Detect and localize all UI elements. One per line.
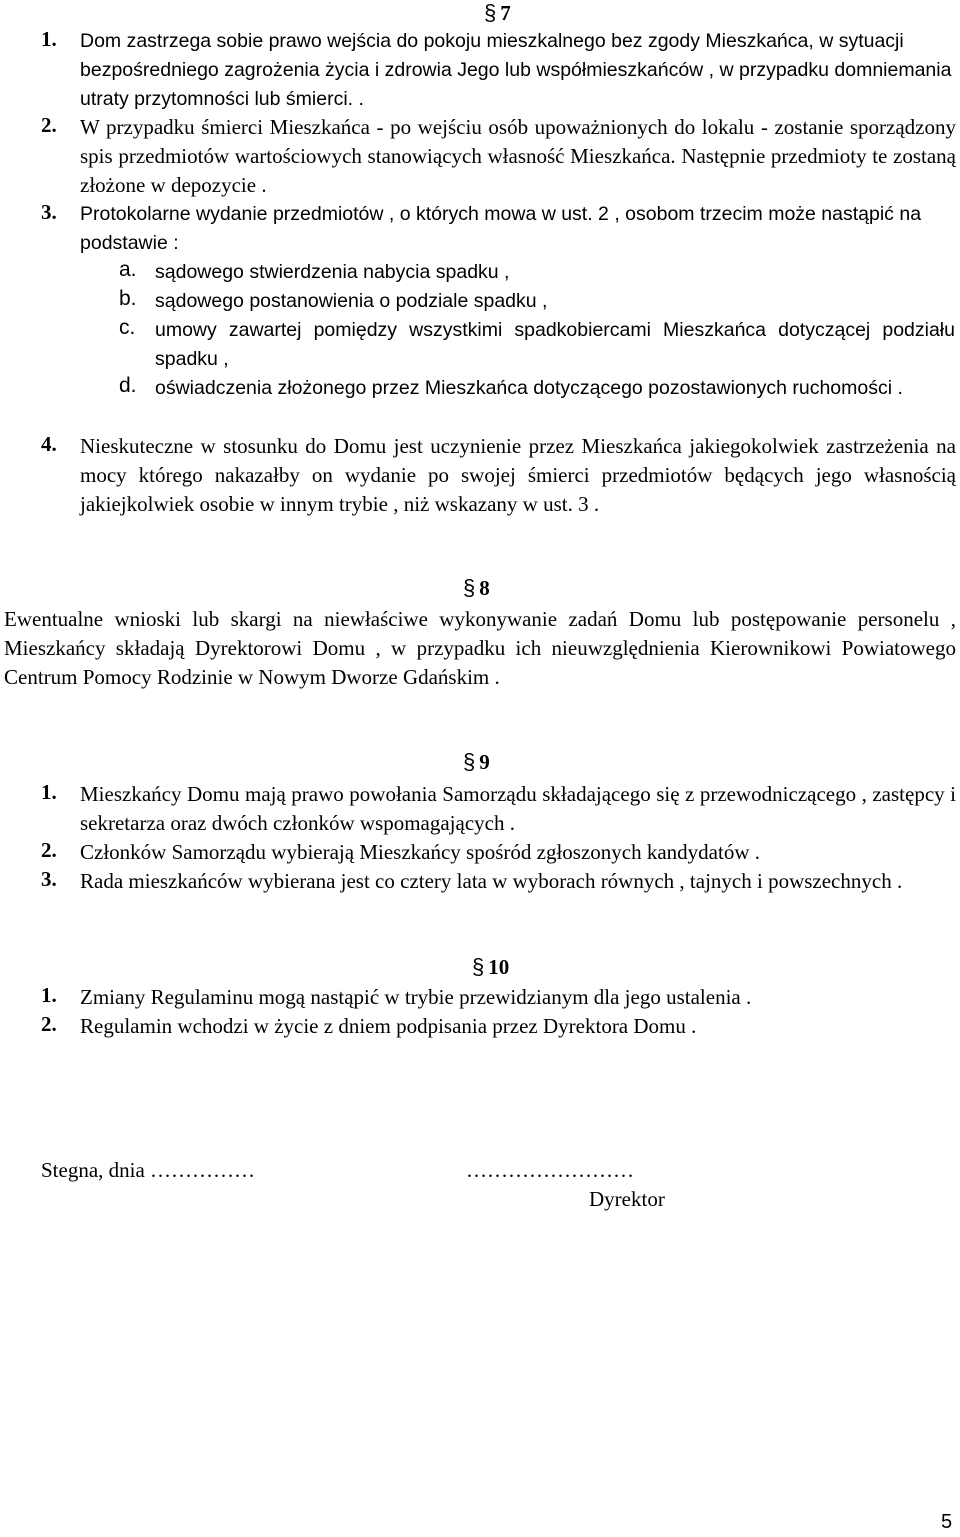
s7-sub-a-letter: a.: [119, 258, 137, 281]
s7-sub-a-text: sądowego stwierdzenia nabycia spadku ,: [155, 261, 510, 283]
s8-text: Ewentualne wnioski lub skargi na niewłaściwe wykonywanie zadań Domu lub postępowanie personelu , Mieszkańcy składają Dyrektorowi Domu , w przypadku ich nieuwzględnienia Kierownikowi Powiatowego Centrum Pomocy Rodzinie w Nowym Dworze Gdańskim .: [4, 607, 956, 689]
s10-item-2-text: Regulamin wchodzi w życie z dniem podpisania przez Dyrektora Domu .: [80, 1014, 697, 1038]
s7-item-4-number: 4.: [41, 432, 57, 456]
section-8-heading: [463, 575, 490, 601]
s9-item-2-number: 2.: [41, 838, 57, 862]
s7-item-2-text: W przypadku śmierci Mieszkańca - po wejściu osób upoważnionych do lokalu - zostanie sporządzony spis przedmiotów wartościowych stanowiących własność Mieszkańca. Następnie przedmioty te zostaną złożone w depozycie .: [80, 115, 956, 197]
s7-sub-c-text: umowy zawartej pomiędzy wszystkimi spadkobiercami Mieszkańca dotyczącej podziału spadku ,: [155, 319, 955, 370]
s9-item-1-number: 1.: [41, 780, 57, 804]
signature-title: Dyrektor: [589, 1187, 665, 1211]
signature-place-date: Stegna, dnia ……………: [41, 1158, 256, 1182]
s7-sub-b-letter: b.: [119, 287, 137, 310]
section-symbol: §: [463, 749, 476, 774]
s7-sub-d-text: oświadczenia złożonego przez Mieszkańca dotyczącego pozostawionych ruchomości .: [155, 377, 903, 399]
s10-item-1-text: Zmiany Regulaminu mogą nastąpić w trybie przewidzianym dla jego ustalenia .: [80, 985, 752, 1009]
s7-sub-c-letter: c.: [119, 316, 136, 339]
section-number: 8: [479, 576, 490, 600]
section-7-heading: [484, 0, 511, 26]
section-number: 10: [488, 955, 510, 979]
section-9-heading: [463, 749, 490, 775]
section-number: 9: [479, 750, 490, 774]
signature-dots: ……………………: [466, 1158, 634, 1182]
s7-sub-d-letter: d.: [119, 374, 137, 397]
s9-item-3-number: 3.: [41, 867, 57, 891]
section-number: 7: [500, 1, 511, 25]
section-10-heading: [472, 954, 509, 980]
s10-item-1-number: 1.: [41, 983, 57, 1007]
s10-item-2-number: 2.: [41, 1012, 57, 1036]
s7-item-4-text: Nieskuteczne w stosunku do Domu jest uczynienie przez Mieszkańca jakiegokolwiek zastrzeżenia na mocy którego nakazałby on wydanie po swojej śmierci przedmiotów będących jego własnością jakiejkolwiek osobie w innym trybie , niż wskazany w ust. 3 .: [80, 434, 956, 516]
s7-sub-b-text: sądowego postanowienia o podziale spadku ,: [155, 290, 548, 312]
s7-item-2-number: 2.: [41, 113, 57, 137]
s9-item-3-text: Rada mieszkańców wybierana jest co cztery lata w wyborach równych , tajnych i powszechnych .: [80, 869, 903, 893]
page-number: 5: [941, 1511, 953, 1533]
s9-item-2-text: Członków Samorządu wybierają Mieszkańcy spośród zgłoszonych kandydatów .: [80, 840, 760, 864]
s7-item-3-text: Protokolarne wydanie przedmiotów , o których mowa w ust. 2 , osobom trzecim może nastąpić na podstawie :: [80, 203, 922, 254]
s9-item-1-text: Mieszkańcy Domu mają prawo powołania Samorządu składającego się z przewodniczącego , zastępcy i sekretarza oraz dwóch członków wspomagających .: [80, 782, 956, 835]
s7-item-3-number: 3.: [41, 200, 57, 224]
section-symbol: §: [463, 575, 476, 600]
s7-item-1-text: Dom zastrzega sobie prawo wejścia do pokoju mieszkalnego bez zgody Mieszkańca, w sytuacji bezpośredniego zagrożenia życia i zdrowia Jego lub współmieszkańców , w przypadku domniemania utraty przytomności lub śmierci. .: [80, 30, 952, 110]
section-symbol: §: [484, 0, 497, 25]
section-symbol: §: [472, 954, 485, 979]
s7-item-1-number: 1.: [41, 27, 57, 51]
